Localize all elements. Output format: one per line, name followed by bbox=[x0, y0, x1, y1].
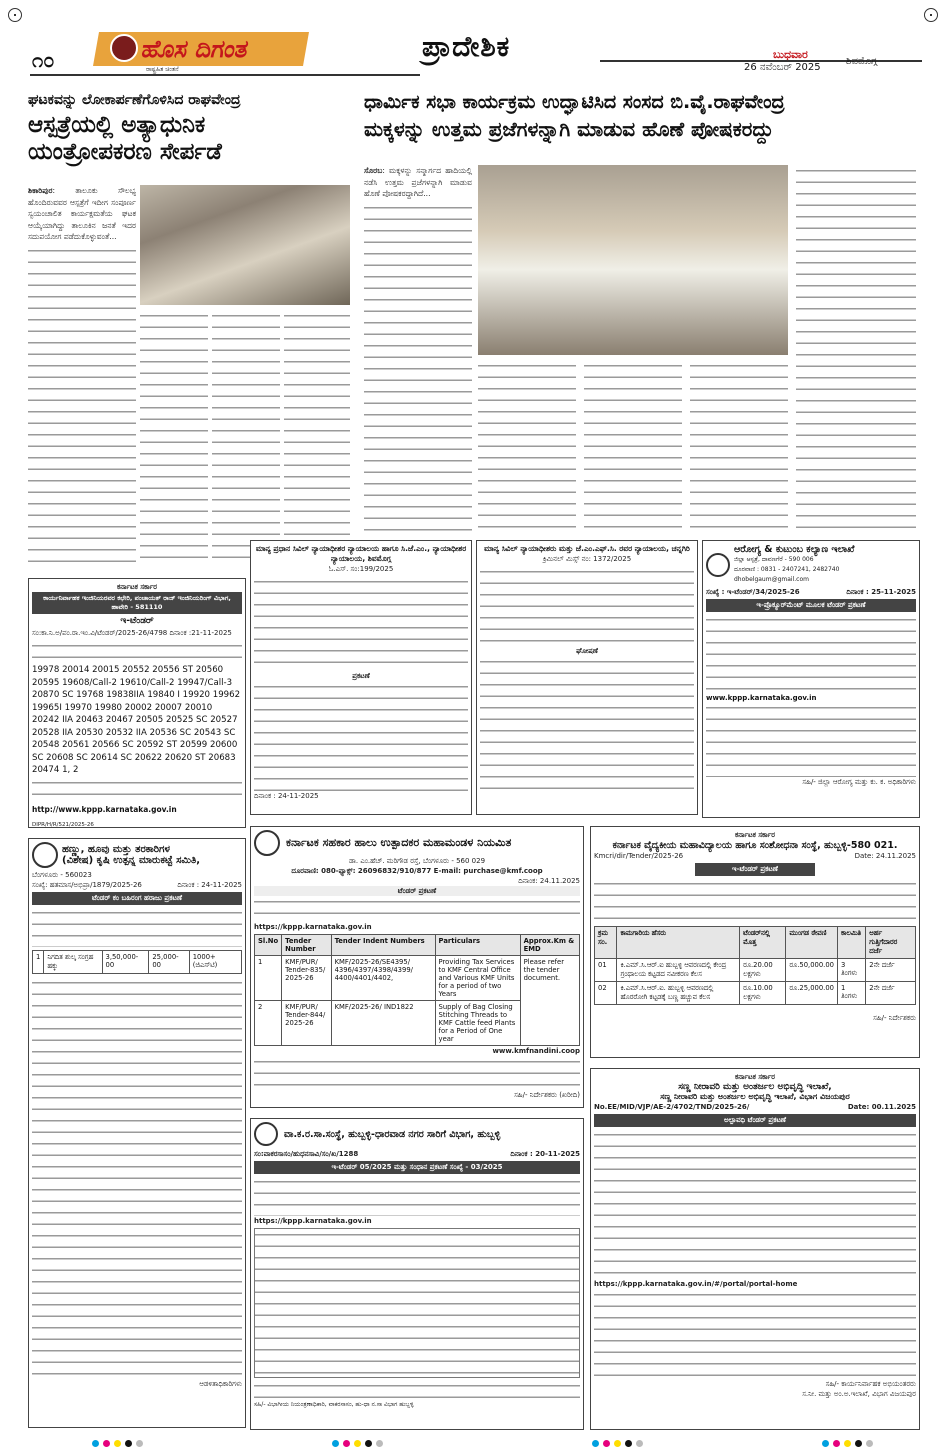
ad-section: ಇ-ಟೆಂಡರ್ 05/2025 ಮತ್ತು ಸಂಧಾನ ಪ್ರಕಟಣೆ ಸಂಖ್ಯೆ - 03/2025 bbox=[254, 1161, 580, 1174]
ad-signature: ಸಹಿ/- ಜಿಲ್ಲಾ ಆರೋಗ್ಯ ಮತ್ತು ಕು. ಕ. ಅಧಿಕಾರಿಗಳು bbox=[802, 778, 916, 786]
table-header-cell: ಅರ್ಹ ಗುತ್ತಿಗೆದಾರರ ದರ್ಜೆ bbox=[866, 927, 916, 959]
ad-medical-college-tender bbox=[590, 826, 920, 1058]
issue-date: 26 ನವೆಂಬರ್ 2025 bbox=[744, 62, 821, 73]
ad-signature: ಸಹಿ/- ನಿರ್ದೇಶಕರು (ಖರೀದಿ) bbox=[514, 1091, 580, 1099]
registration-dot bbox=[365, 1440, 372, 1447]
table-cell: 2ನೇ ದರ್ಜೆ bbox=[866, 982, 916, 1005]
ad-date: Date: 00.11.2025 bbox=[847, 1103, 916, 1111]
table-cell: 3,50,000-00 bbox=[102, 951, 149, 974]
gov-emblem-icon bbox=[706, 553, 730, 577]
ad-section: ಅಲ್ಪಾವಧಿ ಟೆಂಡರ್ ಪ್ರಕಟಣೆ bbox=[594, 1114, 916, 1127]
registration-dot bbox=[136, 1440, 143, 1447]
edition-city: ಶಿವಮೊಗ್ಗ bbox=[846, 56, 878, 67]
ad-text-lines bbox=[480, 656, 694, 796]
registration-dot bbox=[343, 1440, 350, 1447]
article-kicker: ಧಾರ್ಮಿಕ ಸಭಾ ಕಾರ್ಯಕ್ರಮ ಉದ್ಘಾಟಿಸಿದ ಸಂಸದ ಬಿ.ವೈ.ರಾಘವೇಂದ್ರ bbox=[364, 91, 785, 113]
article-text-lines bbox=[478, 360, 576, 535]
ad-panchayat-raj-tender bbox=[28, 578, 246, 828]
ad-case: ಓ.ಎಸ್. ಸಂ:199/2025 bbox=[328, 565, 394, 573]
ad-address: ಡಾ. ಎಂ.ಹೆಚ್. ಮರಿಗೌಡ ರಸ್ತೆ, ಬೆಂಗಳೂರು - 560 029 bbox=[348, 857, 486, 865]
registration-dot bbox=[592, 1440, 599, 1447]
table-row bbox=[33, 951, 242, 974]
ad-text-lines bbox=[254, 896, 580, 922]
table-cell: KMF/PUR/ Tender-844/ 2025-26 bbox=[282, 1001, 331, 1046]
table-cell: 1000+ (ಜಿಎಸ್‌ಟಿ) bbox=[189, 951, 241, 974]
issue-day: ಬುಧವಾರ bbox=[773, 48, 808, 61]
ad-date: ದಿನಾಂಕ : 24-11-2025 bbox=[254, 792, 319, 800]
table-cell: ರೂ.20.00 ಲಕ್ಷಗಳು bbox=[740, 959, 786, 982]
ad-ref: ಸಂಖ್ಯೆ : ಇ-ಟೆಂಡರ್/34/2025-26 bbox=[706, 588, 800, 596]
ad-title: ವಾ.ಕ.ರ.ಸಾ.ಸಂಸ್ಥೆ, ಹುಬ್ಬಳ್ಳಿ-ಧಾರವಾಡ ನಗರ ಸಾರಿಗೆ ವಿಭಾಗ, ಹುಬ್ಬಳ್ಳಿ bbox=[284, 1128, 501, 1140]
ad-title: ಸಣ್ಣ ನೀರಾವರಿ ಮತ್ತು ಅಂತರ್ಜಲ ಅಭಿವೃದ್ಧಿ ಇಲಾಖೆ, ವಿಭಾಗ ವಿಜಯಪುರ bbox=[660, 1092, 850, 1101]
kmf-tender-table bbox=[254, 934, 580, 1046]
ad-text-lines bbox=[594, 1289, 916, 1379]
table-cell: 02 bbox=[595, 982, 617, 1005]
article-text-lines bbox=[28, 245, 136, 566]
table-cell: 1 bbox=[33, 951, 44, 974]
ad-portal-link[interactable]: https://kppp.karnataka.gov.in bbox=[254, 923, 372, 931]
ad-transport-tender bbox=[250, 1118, 584, 1430]
ad-address: ಜಿಲ್ಲಾ ಆಸ್ಪತ್ರೆ, ದಾವಣಗೆರೆ - 590 006 bbox=[734, 556, 814, 563]
article-lead: : ತಾಲೂಕು ಸೌಲಭ್ಯ ಹೊಂದಿರುವವರ ಆಸ್ಪತ್ರೆಗೆ ಇದೀಗ ಸಂಪೂರ್ಣ ಸ್ವಯಂಚಾಲಿತ ಕಾರ್ಯಕ್ಷಮತೆಯ ಘಟಕ ಆಯ್ಕೆಯಾಗಿದ್ದು ತಾಲೂಕಿನ ಜನತೆ ಇದರ ಸದುಪಯೋಗ ಪಡೆದುಕೊಳ್ಳುವಂತೆ... bbox=[28, 186, 136, 241]
ad-text-lines bbox=[706, 614, 916, 694]
ad-title: ಮಾನ್ಯ ಪ್ರಧಾನ ಸಿವಿಲ್ ನ್ಯಾಯಾಧೀಶರ ನ್ಯಾಯಾಲಯ ಹಾಗೂ ಸಿ.ಜೆ.ಎಂ., ನ್ಯಾಯಾಧೀಶರ ನ್ಯಾಯಾಲಯ, ಶಿವಮೊಗ್ಗ bbox=[255, 544, 467, 563]
ad-date: ದಿನಾಂಕ : 24-11-2025 bbox=[177, 881, 242, 889]
article-body bbox=[28, 185, 136, 565]
registration-dot bbox=[855, 1440, 862, 1447]
article-text-lines bbox=[796, 165, 916, 535]
ad-title: ಇ-ಟೆಂಡರ್ bbox=[120, 616, 154, 626]
ad-section: ಟೆಂಡರ್ ಪ್ರಕಟಣೆ bbox=[254, 886, 580, 896]
color-registration-dots bbox=[92, 1440, 143, 1447]
ad-health-tender bbox=[702, 540, 920, 818]
ad-phone: ದೂರವಾಣಿ: 080-ಫ್ಯಾಕ್ಸ್: 26096832/910/877 E-mail: purchase@kmf.coop bbox=[291, 867, 543, 875]
article-religious-meeting bbox=[364, 92, 919, 141]
color-registration-dots bbox=[822, 1440, 873, 1447]
ad-gov-label: ಕರ್ನಾಟಕ ಸರ್ಕಾರ bbox=[117, 583, 157, 591]
table-cell: ನಿಗದಿತ ಶುಲ್ಕ ಸಂಗ್ರಹ ಹಕ್ಕು bbox=[44, 951, 102, 974]
table-cell: KMF/2025-26/SE4395/ 4396/4397/4398/4399/ 4400/4401/4402, bbox=[331, 956, 435, 1001]
registration-mark-icon bbox=[924, 8, 938, 22]
ad-text-lines bbox=[254, 1380, 580, 1400]
table-cell: KMF/2025-26/ IND1822 bbox=[331, 1001, 435, 1046]
registration-dot bbox=[844, 1440, 851, 1447]
ad-section: ಟೆಂಡರ್ ಕಂ ಬಹಿರಂಗ ಹರಾಜು ಪ್ರಕಟಣೆ bbox=[32, 892, 242, 905]
ad-title: ಸಣ್ಣ ನೀರಾವರಿ ಮತ್ತು ಅಂತರ್ಜಲ ಅಭಿವೃದ್ಧಿ ಇಲಾಖೆ, bbox=[678, 1082, 832, 1092]
ad-footer: ಸ.ನೀ. ಮತ್ತು ಅಂ.ಅ.ಇಲಾಖೆ, ವಿಭಾಗ ವಿಜಯಪುರ bbox=[802, 1390, 916, 1398]
article-hospital bbox=[28, 92, 358, 165]
article-text-lines bbox=[364, 202, 472, 532]
color-registration-dots bbox=[332, 1440, 383, 1447]
ad-title: ಹಣ್ಣು, ಹೂವು ಮತ್ತು ತರಕಾರಿಗಳ bbox=[62, 844, 170, 855]
article-text-lines bbox=[690, 360, 788, 535]
ad-portal-link[interactable]: https://kppp.karnataka.gov.in/#/portal/portal-home bbox=[594, 1280, 798, 1288]
ad-footer-code: DIPR/H/R/521/2025-26 bbox=[32, 821, 94, 828]
article-dateline: ಸೊರಬ bbox=[364, 166, 383, 175]
ad-address: ಬೆಂಗಳೂರು - 560023 bbox=[32, 871, 92, 879]
table-header-cell: ಮುಂಗಡ ಠೇವಣಿ bbox=[786, 927, 838, 959]
masthead-emblem-icon bbox=[110, 34, 138, 62]
ad-section: ಪ್ರಕಟಣೆ bbox=[352, 672, 370, 680]
table-cell: 1 ತಿಂಗಳು bbox=[838, 982, 866, 1005]
table-cell: 25,000-00 bbox=[149, 951, 189, 974]
ad-text-lines bbox=[594, 878, 916, 924]
ad-date: ದಿನಾಂಕ: 24.11.2025 bbox=[518, 877, 580, 885]
ad-text-lines bbox=[254, 576, 468, 671]
registration-dot bbox=[866, 1440, 873, 1447]
ad-gov-label: ಕರ್ನಾಟಕ ಸರ್ಕಾರ bbox=[735, 831, 775, 839]
masthead-logo: ಹೊಸ ದಿಗಂತ bbox=[93, 32, 309, 66]
ad-section: ಘೋಷಣೆ bbox=[576, 647, 598, 655]
table-header-row bbox=[255, 935, 580, 956]
ad-kmf-tender bbox=[250, 826, 584, 1108]
ad-ref: ಸಂ:ಕಾ.ನಿ.ಅ/ಪಂ.ರಾ.ಇಂ.ವಿ/ಟೆಂಡರ್/2025-26/4798 ದಿನಾಂಕ :21-11-2025 bbox=[32, 629, 232, 637]
table-cell: 2 bbox=[255, 1001, 282, 1046]
ad-work-ids: 19978 20014 20015 20552 20556 ST 20560 20595 19608/Call-2 19610/Call-2 19947/Call-3 20870 SC 19768 19838IIA 19840 I 19920 19962 19965I 19970 19980 20002 20007 20010 20242 IIA 20463 20467 20505 20525 SC 20527 20528 IIA 20530 20532 IIA 20536 SC 20543 SC 20548 20561 20566 SC 20592 ST 20599 20600 SC 20608 SC 20614 SC 20622 20620 ST 20683 20474 1, 2 bbox=[32, 665, 241, 775]
registration-dot bbox=[376, 1440, 383, 1447]
table-cell: Supply of Bag Closing Stitching Threads to KMF Cattle feed Plants for a Period of One year bbox=[435, 1001, 520, 1046]
table-cell: 01 bbox=[595, 959, 617, 982]
table-cell: KMF/PUR/ Tender-835/ 2025-26 bbox=[282, 956, 331, 1001]
header-rule bbox=[30, 74, 420, 76]
table-header-cell: Tender Number bbox=[282, 935, 331, 956]
ad-date: ದಿನಾಂಕ : 25-11-2025 bbox=[846, 588, 916, 596]
ad-url-link[interactable]: www.kppp.karnataka.gov.in bbox=[706, 694, 817, 702]
page-header bbox=[0, 0, 945, 88]
article-kicker: ಘಟಕವನ್ನು ಲೋಕಾರ್ಪಣೆಗೊಳಿಸಿದ ರಾಘವೇಂದ್ರ bbox=[28, 92, 241, 108]
table-cell: 1 bbox=[255, 956, 282, 1001]
medical-tender-table bbox=[594, 926, 916, 1005]
ad-signature: ಸಹಿ/- ವಿಭಾಗೀಯ ನಿಯಂತ್ರಣಾಧಿಕಾರಿ, ವಾಕರಸಾಸಂ, ಹು-ಧಾ ನ.ಸಾ ವಿಭಾಗ ಹುಬ್ಬಳ್ಳಿ bbox=[254, 1401, 414, 1408]
ad-title: ಆರೋಗ್ಯ & ಕುಟುಂಬ ಕಲ್ಯಾಣ ಇಲಾಖೆ bbox=[734, 544, 855, 555]
ad-signature: ಸಹಿ/- ನಿರ್ದೇಶಕರು bbox=[873, 1014, 916, 1022]
ad-signature: ಸಹಿ/- ಕಾರ್ಯನಿರ್ವಾಹಕ ಅಭಿಯಂತರರು bbox=[825, 1380, 916, 1388]
registration-dot bbox=[125, 1440, 132, 1447]
ad-title: ಕರ್ನಾಟಕ ಸಹಕಾರ ಹಾಲು ಉತ್ಪಾದಕರ ಮಹಾಮಂಡಳ ನಿಯಮಿತ bbox=[286, 836, 512, 849]
ad-date: ದಿನಾಂಕ : 20-11-2025 bbox=[510, 1150, 580, 1158]
ad-text-lines bbox=[32, 640, 242, 662]
ad-org: ಕಾರ್ಯನಿರ್ವಾಹಕ ಇಂಜಿನಿಯರವರ ಕಛೇರಿ, ಪಂಚಾಯತ್ ರಾಜ್ ಇಂಜಿನಿಯರಿಂಗ್ ವಿಭಾಗ, ಹಾವೇರಿ - 581110 bbox=[32, 592, 242, 614]
ad-court-notice-2 bbox=[476, 540, 698, 815]
ad-ref: ಸಂಖ್ಯೆ: ಹತಮಾಸ/ಅಭಿಪ್ರಾ/1879/2025-26 bbox=[32, 881, 142, 889]
table-header-cell: ಟೆಂಡರ್‌ನಲ್ಲಿ ಮೊತ್ತ bbox=[740, 927, 786, 959]
article-lead: : ಮಕ್ಕಳನ್ನು ಸನ್ಮಾರ್ಗದ ಹಾದಿಯಲ್ಲಿ ನಡೆಸಿ ಉತ್ತಮ ಪ್ರಜೆಗಳನ್ನಾಗಿ ಮಾಡುವ ಹೊಣೆ ಪೋಷಕರದ್ದಾಗಿದೆ... bbox=[364, 166, 472, 198]
ad-irrigation-tender bbox=[590, 1068, 920, 1430]
section-title: ಪ್ರಾದೇಶಿಕ bbox=[422, 30, 511, 63]
ad-ref: No.EE/MID/VJP/AE-2/4702/TND/2025-26/ bbox=[594, 1103, 750, 1111]
transport-logo-icon bbox=[254, 1122, 278, 1146]
ad-phone: ದೂರವಾಣಿ : 0831 - 2407241, 2482740 bbox=[734, 566, 840, 573]
registration-dot bbox=[114, 1440, 121, 1447]
article-headline: ಯಂತ್ರೋಪಕರಣ ಸೇರ್ಪಡೆ bbox=[28, 138, 222, 165]
ad-title: (ವಿಶೇಷ) ಕೃಷಿ ಉತ್ಪನ್ನ ಮಾರುಕಟ್ಟೆ ಸಮಿತಿ, bbox=[62, 855, 201, 866]
ad-schedule-table bbox=[254, 1228, 580, 1378]
page-number: ೧೦ bbox=[32, 48, 55, 72]
article-dateline: ಶಿಕಾರಿಪುರ bbox=[28, 186, 53, 195]
kmf-logo-icon bbox=[254, 830, 280, 856]
table-cell: ಕಿ.ಎಮ್.ಸಿ.ಆರ್.ಐ ಹುಬ್ಬಳ್ಳಿ ಆವರಣದಲ್ಲಿ ಕೇಂದ್ರ ಗ್ರಂಥಾಲಯ ಕಟ್ಟಡದ ನವೀಕರಣ ಕೆಲಸ bbox=[617, 959, 740, 982]
table-cell: ರೂ.25,000.00 bbox=[786, 982, 838, 1005]
ad-text-lines bbox=[32, 977, 242, 1377]
article-text-lines bbox=[140, 310, 208, 565]
article-text-lines bbox=[584, 360, 682, 535]
ad-text-lines bbox=[480, 566, 694, 646]
registration-dot bbox=[92, 1440, 99, 1447]
ad-gov-label: ಕರ್ನಾಟಕ ಸರ್ಕಾರ bbox=[735, 1073, 775, 1081]
table-cell: ರೂ.50,000.00 bbox=[786, 959, 838, 982]
article-text-lines bbox=[284, 310, 350, 565]
table-row bbox=[595, 959, 916, 982]
table-cell: ಕಿ.ಎಮ್.ಸಿ.ಆರ್.ಐ. ಹುಬ್ಬಳ್ಳಿ ಆವರಣದಲ್ಲಿ ಹೊರರೋಗಿ ಕಟ್ಟಡಕ್ಕೆ ಬಣ್ಣ ಹಚ್ಚುವ ಕೆಲಸ bbox=[617, 982, 740, 1005]
table-header-row bbox=[595, 927, 916, 959]
ad-section: ಇ-ಪ್ರೊಕ್ಯೂರ್‌ಮೆಂಟ್ ಮೂಲಕ ಟೆಂಡರ್ ಪ್ರಕಟಣೆ bbox=[706, 599, 916, 612]
registration-dot bbox=[822, 1440, 829, 1447]
registration-dot bbox=[603, 1440, 610, 1447]
registration-dot bbox=[625, 1440, 632, 1447]
ad-email: dhobelgaum@gmail.com bbox=[734, 576, 809, 583]
table-header-cell: Tender Indent Numbers bbox=[331, 935, 435, 956]
article-photo bbox=[140, 185, 350, 305]
table-cell: ರೂ.10.00 ಲಕ್ಷಗಳು bbox=[740, 982, 786, 1005]
ad-case: ಕ್ರಿಮಿನಲ್ ಮಿಸ್ಸ್ ನಂ: 1372/2025 bbox=[542, 555, 632, 563]
table-header-cell: ಕಾಮಗಾರಿಯ ಹೆಸರು bbox=[617, 927, 740, 959]
ad-text-lines bbox=[254, 1056, 580, 1090]
ad-section: ಇ-ಟೆಂಡರ್ ಪ್ರಕಟಣೆ bbox=[695, 863, 815, 876]
registration-dot bbox=[833, 1440, 840, 1447]
table-cell: 3 ತಿಂಗಳು bbox=[838, 959, 866, 982]
ad-url-link[interactable]: http://www.kppp.karnataka.gov.in bbox=[32, 804, 177, 814]
registration-dot bbox=[636, 1440, 643, 1447]
ad-text-lines bbox=[254, 681, 468, 791]
table-header-cell: Approx.Km & EMD bbox=[520, 935, 579, 956]
registration-dot bbox=[103, 1440, 110, 1447]
table-header-cell: Sl.No bbox=[255, 935, 282, 956]
ad-date: Date: 24.11.2025 bbox=[854, 852, 916, 860]
table-cell: Providing Tax Services to KMF Central Office and Various KMF Units for a period of two Years bbox=[435, 956, 520, 1001]
table-cell: 2ನೇ ದರ್ಜೆ bbox=[866, 959, 916, 982]
article-headline: ಆಸ್ಪತ್ರೆಯಲ್ಲಿ ಅತ್ಯಾಧುನಿಕ bbox=[28, 112, 206, 139]
registration-dot bbox=[354, 1440, 361, 1447]
ad-text-lines bbox=[32, 777, 242, 805]
table-header-cell: ಕಾಲಮಿತಿ bbox=[838, 927, 866, 959]
article-headline: ಮಕ್ಕಳನ್ನು ಉತ್ತಮ ಪ್ರಜೆಗಳನ್ನಾಗಿ ಮಾಡುವ ಹೊಣೆ ಪೋಷಕರದ್ದು bbox=[364, 116, 774, 141]
registration-dot bbox=[332, 1440, 339, 1447]
article-photo bbox=[478, 165, 788, 355]
ad-text-lines bbox=[254, 1176, 580, 1216]
apmc-table bbox=[32, 950, 242, 974]
ad-text-lines bbox=[594, 1129, 916, 1279]
article-body bbox=[364, 165, 472, 535]
ad-text-lines bbox=[32, 907, 242, 947]
apmc-emblem-icon bbox=[32, 842, 58, 868]
article-text-lines bbox=[212, 310, 280, 565]
ad-signature: ಆಡಳಿತಾಧಿಕಾರಿಗಳು bbox=[199, 1380, 242, 1388]
ad-title: ಮಾನ್ಯ ಸಿವಿಲ್ ನ್ಯಾಯಾಧೀಶರು ಮತ್ತು ಜೆ.ಎಂ.ಎಫ್.ಸಿ. ರವರ ನ್ಯಾಯಾಲಯ, ಚನ್ನಗಿರಿ bbox=[484, 544, 690, 553]
color-registration-dots bbox=[592, 1440, 643, 1447]
table-row bbox=[255, 956, 580, 1001]
table-header-cell: ಕ್ರಮ ಸಂ. bbox=[595, 927, 617, 959]
ad-court-notice-1 bbox=[250, 540, 472, 815]
masthead-tagline: ರಾಷ್ಟ್ರಹಿತ ಚಿಂತನೆ bbox=[146, 66, 179, 73]
registration-mark-icon bbox=[8, 8, 22, 22]
ad-title: ಕರ್ನಾಟಕ ವೈದ್ಯಕೀಯ ಮಹಾವಿದ್ಯಾಲಯ ಹಾಗೂ ಸಂಶೋಧನಾ ಸಂಸ್ಥೆ, ಹುಬ್ಬಳ್ಳಿ-580 021. bbox=[612, 840, 898, 851]
table-row bbox=[595, 982, 916, 1005]
ad-text-lines bbox=[706, 702, 916, 777]
ad-portal-link[interactable]: https://kppp.karnataka.gov.in bbox=[254, 1217, 372, 1225]
table-cell: Please refer the tender document. bbox=[520, 956, 579, 1046]
ad-ref: ಸಂ:ವಾಕರಸಾಸಂ/ಹುಧನಸಾವಿ/ಸಂ/ಖ/1288 bbox=[254, 1150, 359, 1158]
table-header-cell: Particulars bbox=[435, 935, 520, 956]
registration-dot bbox=[614, 1440, 621, 1447]
ad-ref: Kmcri/dir/Tender/2025-26 bbox=[594, 852, 684, 860]
ad-apmc-auction bbox=[28, 838, 246, 1428]
ad-website-link[interactable]: www.kmfnandini.coop bbox=[492, 1047, 580, 1055]
